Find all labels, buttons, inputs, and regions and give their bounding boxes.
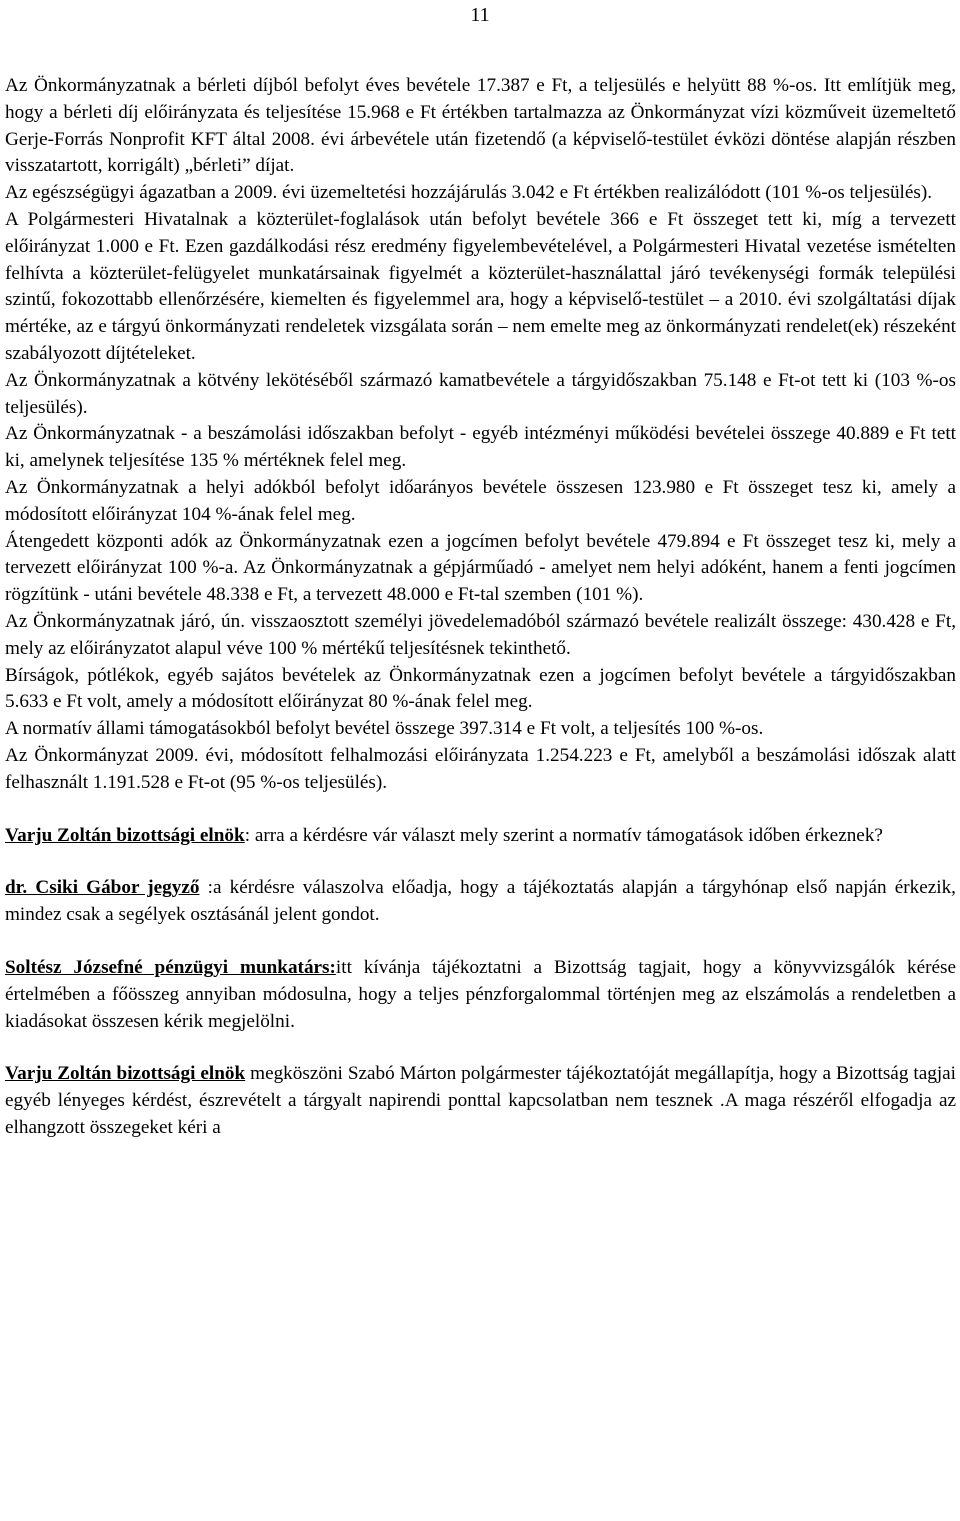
- paragraph-transferred-taxes: Átengedett központi adók az Önkormányzatnak ezen a jogcímen befolyt bevétele 479.894 e Ft összeget tesz ki, mely a tervezett előirányzat 100 %-a. Az Önkormányzatnak a gépjárműadó - amelyet nem helyi adóként, hanem a fenti jogcímen rögzítünk - utáni bevétele 48.338 e Ft, a tervezett 48.000 e Ft-tal szemben (101 %).: [5, 530, 956, 606]
- dialogue-text: : arra a kérdésre vár választ mely szerint a normatív támogatások időben érkeznek?: [244, 824, 883, 846]
- paragraph-rental-income: Az Önkormányzatnak a bérleti díjból befolyt éves bevétele 17.387 e Ft, a teljesülés e helyütt 88 %-os. Itt említjük meg, hogy a bérleti díj előirányzata és teljesítése 15.968 e Ft értékben tartalmazza az Önkormányzat vízi közműveit üzemeltető Gerje-Forrás Nonprofit KFT által 2008. évi árbevétele után fizetendő (a képviselő-testület évközi döntése alapján részben visszatartott, korrigált) „bérleti” díjat.: [5, 75, 956, 177]
- speaker-name: dr. Csiki Gábor jegyző: [5, 877, 200, 899]
- paragraph-bond-interest: Az Önkormányzatnak a kötvény lekötéséből származó kamatbevétele a tárgyidőszakban 75.148 e Ft-ot tett ki (103 %-os teljesülés).: [5, 369, 956, 418]
- dialogue-text: itt kívánja tájékoztatni a Bizottság tagjait, hogy a könyvvizsgálók kérése értelmében a főösszeg annyiban módosulna, hogy a teljes pénzforgalommal történjen meg az elszámolás a rendeletben a kiadásokat összesen kérik megjelölni.: [5, 956, 956, 1032]
- dialogue-entry: [5, 823, 956, 850]
- speaker-name: Varju Zoltán bizottsági elnök: [5, 824, 245, 846]
- paragraph-personal-income-tax: Az Önkormányzatnak járó, ún. visszaosztott személyi jövedelemadóból származó bevétele realizált összege: 430.428 e Ft, mely az előirányzatot alapul véve 100 % mértékű teljesítésnek tekinthető.: [5, 610, 956, 659]
- page-number: 11: [470, 4, 490, 26]
- paragraph-healthcare: Az egészségügyi ágazatban a 2009. évi üzemeltetési hozzájárulás 3.042 e Ft értékben realizálódott (101 %-os teljesülés).: [5, 182, 933, 204]
- dialogue-entry: [5, 1061, 956, 1141]
- dialogue-text: megköszöni Szabó Márton polgármester tájékoztatóját megállapítja, hogy a Bizottság tagjai egyéb lényeges kérdést, észrevételt a tárgyalt napirendi ponttal kapcsolatban nem tesznek .A maga részéről elfogadja az elhangzott összegeket kéri a: [5, 1063, 956, 1138]
- document-body: [5, 73, 956, 1142]
- paragraph-capital-budget: Az Önkormányzat 2009. évi, módosított felhalmozási előirányzata 1.254.223 e Ft, amelyből a beszámolási időszak alatt felhasznált 1.191.528 e Ft-ot (95 %-os teljesülés).: [5, 744, 956, 793]
- speaker-name: Soltész Józsefné pénzügyi munkatárs:: [5, 956, 336, 978]
- paragraph-local-taxes: Az Önkormányzatnak a helyi adókból befolyt időarányos bevétele összesen 123.980 e Ft összeget tesz ki, amely a módosított előirányzat 104 %-ának felel meg.: [5, 476, 956, 525]
- paragraph-public-space: A Polgármesteri Hivatalnak a közterület-foglalások után befolyt bevétele 366 e Ft összeget tett ki, míg a tervezett előirányzat 1.000 e Ft. Ezen gazdálkodási rész eredmény figyelembevételével, a Polgármesteri Hivatal vezetése ismételten felhívta a közterület-felügyelet munkatársainak figyelmét a közterület-használattal járó tevékenységi formák települési szintű, fokozottabb ellenőrzésére, kiemelten és figyelemmel ara, hogy a képviselő-testület – a 2010. évi szolgáltatási díjak mértéke, az e tárgyú önkormányzati rendeletek vizsgálata során – nem emelte meg az önkormányzati rendelet(ek) részeként szabályozott díjtételeket.: [5, 208, 956, 364]
- paragraph-institutional-income: Az Önkormányzatnak - a beszámolási időszakban befolyt - egyéb intézményi működési bevételei összege 40.889 e Ft tett ki, amelynek teljesítése 135 % mértéknek felel meg.: [5, 423, 956, 472]
- paragraph-normative-support: A normatív állami támogatásokból befolyt bevétel összege 397.314 e Ft volt, a teljesítés 100 %-os.: [5, 718, 764, 740]
- dialogue-text: :a kérdésre válaszolva előadja, hogy a tájékoztatás alapján a tárgyhónap első napján érkezik, mindez csak a segélyek osztásánál jelent gondot.: [5, 877, 956, 926]
- dialogue-entry: [5, 875, 956, 929]
- paragraph-fines: Bírságok, pótlékok, egyéb sajátos bevételek az Önkormányzatnak ezen a jogcímen befolyt bevétele a tárgyidőszakban 5.633 e Ft volt, amely a módosított előirányzat 80 %-ának felel meg.: [5, 664, 956, 713]
- dialogue-entry: [5, 955, 956, 1035]
- speaker-name: Varju Zoltán bizottsági elnök: [5, 1063, 246, 1085]
